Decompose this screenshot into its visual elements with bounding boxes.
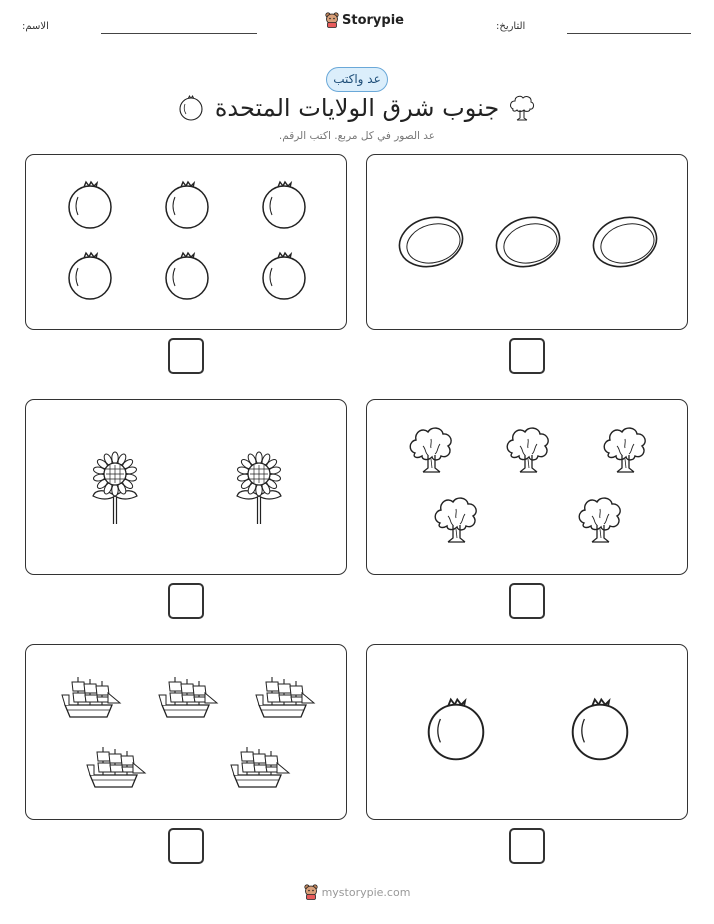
- panel-art: [367, 400, 689, 576]
- sunflower-icon: [237, 452, 281, 524]
- ship-icon: [159, 677, 217, 717]
- panel-art: [367, 155, 689, 331]
- brand-logo: [325, 12, 404, 28]
- peach-icon: [573, 700, 628, 760]
- tree-icon: [579, 498, 620, 542]
- date-line[interactable]: [567, 33, 691, 34]
- name-label: الاسم:: [22, 21, 49, 32]
- ship-icon: [231, 747, 289, 787]
- count-panel-ships-5: [25, 644, 347, 820]
- tree-icon: [435, 498, 476, 542]
- pecan-icon: [491, 211, 565, 274]
- name-line[interactable]: [101, 33, 257, 34]
- count-panel-pecans-3: [366, 154, 688, 330]
- brand-name: Storypie: [342, 12, 404, 28]
- answer-box[interactable]: [509, 583, 545, 619]
- peach-icon: [69, 182, 111, 228]
- ship-icon: [256, 677, 314, 717]
- page-title: جنوب شرق الولايات المتحدة: [214, 94, 500, 122]
- peach-icon: [263, 253, 305, 299]
- panel-art: [367, 645, 689, 821]
- ship-icon: [62, 677, 120, 717]
- answer-box[interactable]: [168, 828, 204, 864]
- count-panel-peaches-6: [25, 154, 347, 330]
- sunflower-icon: [93, 452, 137, 524]
- panel-art: [26, 400, 348, 576]
- tree-icon: [604, 428, 645, 472]
- instructions: عد الصور في كل مربع. اكتب الرقم.: [278, 130, 436, 142]
- answer-box[interactable]: [509, 828, 545, 864]
- storypie-mascot-icon: [325, 12, 339, 28]
- peach-icon: [263, 182, 305, 228]
- answer-box[interactable]: [509, 338, 545, 374]
- count-panel-peaches-2: [366, 644, 688, 820]
- peach-icon: [166, 182, 208, 228]
- peach-icon: [166, 253, 208, 299]
- activity-badge: عد واكتب: [326, 67, 388, 92]
- panel-art: [26, 645, 348, 821]
- tree-icon: [410, 428, 451, 472]
- count-panel-trees-5: [366, 399, 688, 575]
- tree-icon: [508, 94, 536, 122]
- answer-box[interactable]: [168, 338, 204, 374]
- footer: [0, 884, 714, 900]
- storypie-mascot-icon: [304, 884, 318, 900]
- date-label: التاريخ:: [496, 21, 526, 32]
- peach-icon: [69, 253, 111, 299]
- footer-site: mystorypie.com: [321, 885, 411, 899]
- panel-art: [26, 155, 348, 331]
- peach-icon: [429, 700, 484, 760]
- answer-box[interactable]: [168, 583, 204, 619]
- pecan-icon: [588, 211, 662, 274]
- pecan-icon: [394, 211, 468, 274]
- tree-icon: [507, 428, 548, 472]
- count-panel-sunflowers-2: [25, 399, 347, 575]
- ship-icon: [87, 747, 145, 787]
